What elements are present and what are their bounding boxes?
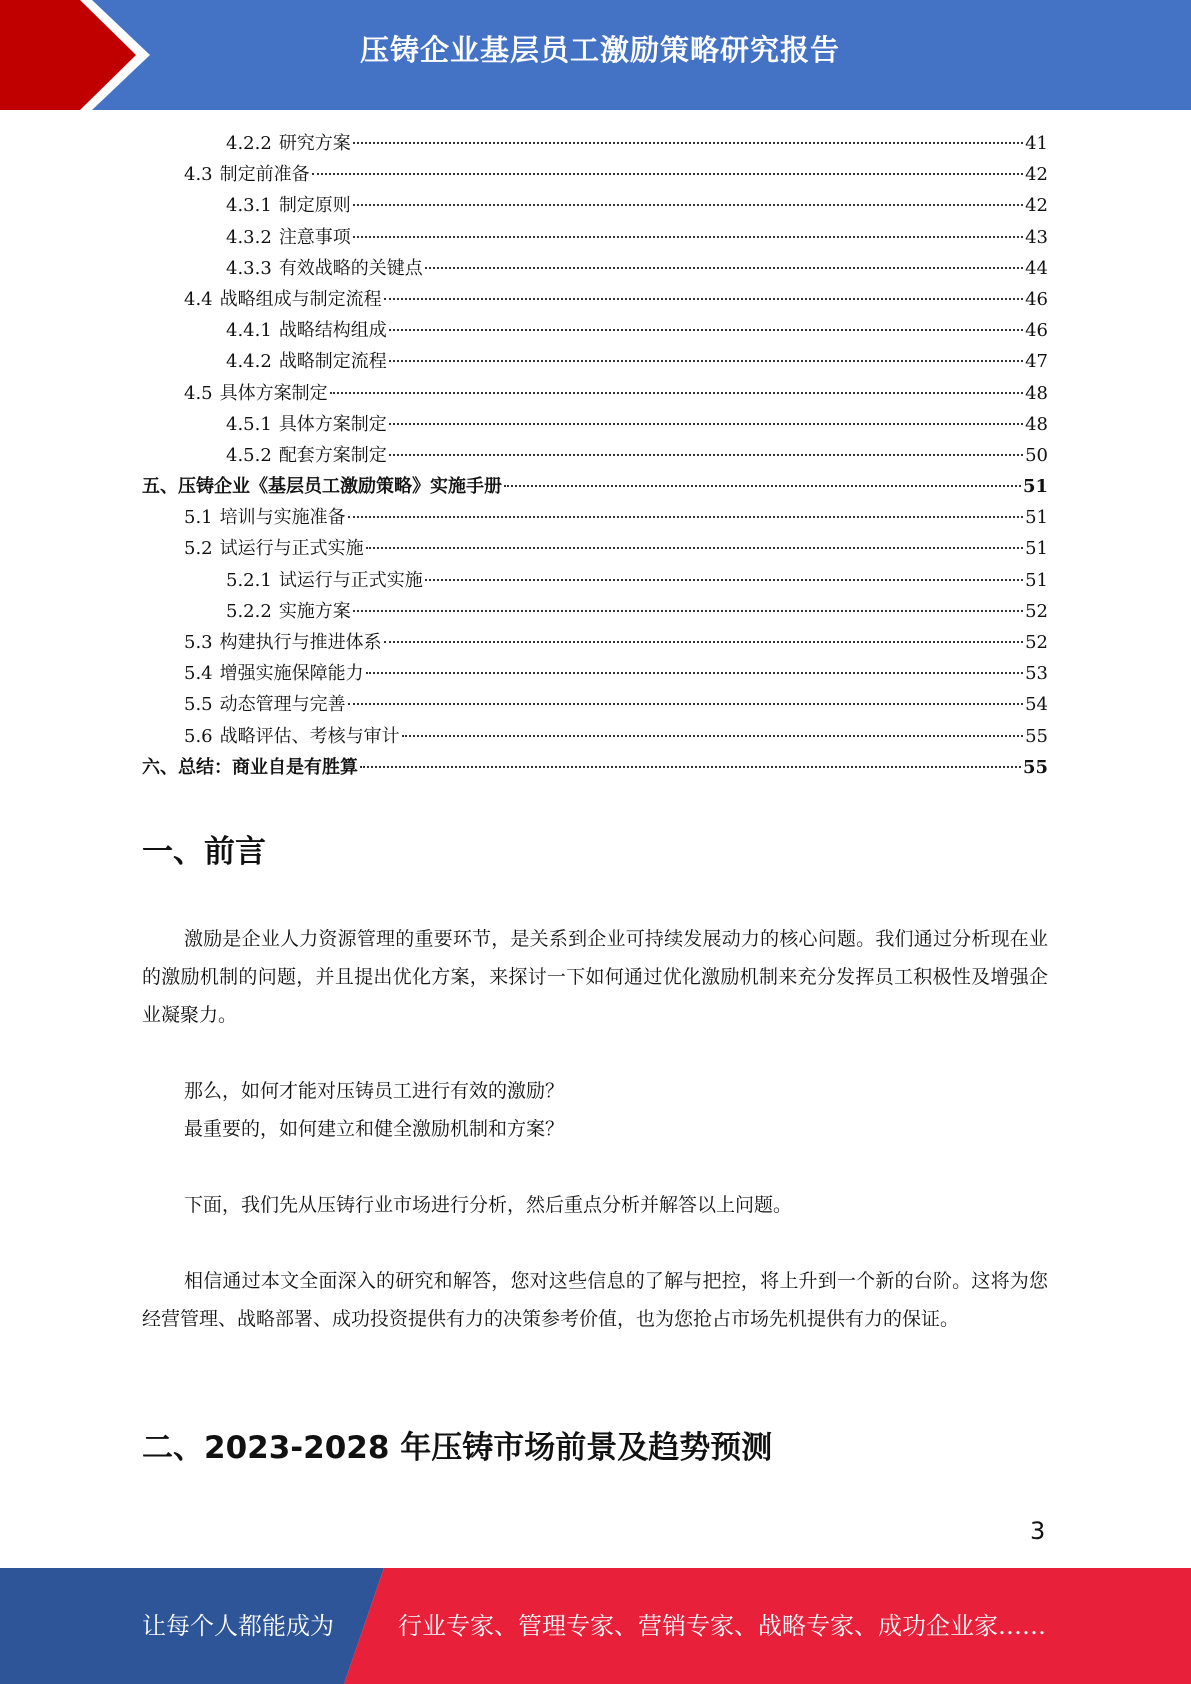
toc-entry-label <box>226 596 351 627</box>
page-header-band <box>0 0 1191 110</box>
toc-entry-page: 42 <box>1025 164 1048 186</box>
preface-paragraph-3: 相信通过本文全面深入的研究和解答，您对这些信息的了解与把控，将上升到一个新的台阶。这将为您经营管理、战略部署、成功投资提供有力的决策参考价值，也为您抢占市场先机提供有力的保证。 <box>142 1270 1048 1330</box>
toc-entry-label <box>226 190 351 221</box>
toc-dot-leader <box>348 516 1023 518</box>
toc-entry[interactable] <box>142 159 1048 190</box>
toc-entry-label <box>184 533 364 564</box>
page-number: 3 <box>1030 1517 1046 1545</box>
toc-entry-label <box>184 658 364 689</box>
toc-dot-leader <box>360 766 1021 768</box>
toc-entry-number: 4.5.2 <box>226 444 272 466</box>
toc-entry-title: 增强实施保障能力 <box>219 663 364 685</box>
table-of-contents <box>142 128 1048 783</box>
toc-entry-label <box>226 409 387 440</box>
report-title: 压铸企业基层员工激励策略研究报告 <box>360 33 841 67</box>
toc-entry-label <box>184 689 346 720</box>
preface-paragraph-2: 下面，我们先从压铸行业市场进行分析，然后重点分析并解答以上问题。 <box>184 1194 793 1216</box>
toc-entry-title: 培训与实施准备 <box>219 507 346 529</box>
toc-entry[interactable] <box>142 128 1048 159</box>
toc-entry-number: 5.6 <box>184 725 213 747</box>
toc-entry-page: 42 <box>1025 195 1048 217</box>
toc-entry-page: 51 <box>1022 476 1048 498</box>
toc-dot-leader <box>389 423 1023 425</box>
toc-entry-label <box>184 502 346 533</box>
toc-entry-title: 实施方案 <box>278 600 351 622</box>
toc-entry-number: 4.4.1 <box>226 320 272 342</box>
toc-entry-title: 动态管理与完善 <box>219 694 346 716</box>
toc-entry[interactable] <box>142 190 1048 221</box>
toc-entry-title: 制定前准备 <box>219 164 310 186</box>
toc-entry-page: 53 <box>1025 663 1048 685</box>
toc-dot-leader <box>353 610 1023 612</box>
toc-entry-page: 55 <box>1025 725 1048 747</box>
toc-entry-number: 4.3.3 <box>226 257 272 279</box>
footer-slogan-left: 让每个人都能成为 <box>142 1612 334 1640</box>
section-heading-market-forecast: 二、2023-2028 年压铸市场前景及趋势预测 <box>142 1430 773 1466</box>
toc-entry-title: 战略结构组成 <box>278 320 387 342</box>
toc-dot-leader <box>353 236 1023 238</box>
toc-entry-number: 4.3.2 <box>226 226 272 248</box>
toc-dot-leader <box>312 173 1023 175</box>
toc-entry-number: 5.2.1 <box>226 569 272 591</box>
toc-dot-leader <box>330 392 1023 394</box>
toc-entry-label <box>184 159 310 190</box>
toc-entry-number: 4.5 <box>184 382 213 404</box>
toc-entry-label <box>142 471 502 502</box>
toc-entry-number: 5.5 <box>184 694 213 716</box>
toc-entry-label <box>226 440 387 471</box>
toc-entry[interactable] <box>142 596 1048 627</box>
toc-entry[interactable] <box>142 315 1048 346</box>
toc-entry-label <box>226 346 387 377</box>
toc-entry-page: 46 <box>1025 288 1048 310</box>
toc-entry-page: 41 <box>1025 133 1048 154</box>
toc-entry-title: 试运行与正式实施 <box>278 569 423 591</box>
toc-entry-page: 46 <box>1025 320 1048 342</box>
toc-entry-page: 51 <box>1025 538 1048 560</box>
page-footer-band <box>0 1568 1191 1684</box>
toc-entry-number: 5.2 <box>184 538 213 560</box>
toc-entry-number: 4.4 <box>184 288 213 310</box>
toc-entry[interactable] <box>142 752 1048 783</box>
toc-entry-page: 52 <box>1025 632 1048 653</box>
toc-entry[interactable] <box>142 565 1048 596</box>
toc-dot-leader <box>353 142 1023 144</box>
toc-entry-page: 51 <box>1025 507 1048 529</box>
toc-entry-title: 制定原则 <box>278 195 351 217</box>
toc-entry-page: 44 <box>1025 257 1048 279</box>
toc-entry[interactable] <box>142 284 1048 315</box>
toc-entry[interactable] <box>142 471 1048 502</box>
toc-entry[interactable] <box>142 658 1048 689</box>
toc-entry-page: 55 <box>1022 756 1048 778</box>
toc-entry-label <box>184 627 382 658</box>
toc-entry-title: 六、总结：商业自是有胜算 <box>142 756 358 778</box>
section-heading-preface: 一、前言 <box>142 834 266 870</box>
toc-entry-label <box>184 378 328 409</box>
toc-dot-leader <box>366 547 1023 549</box>
toc-entry-title: 注意事项 <box>278 226 351 248</box>
toc-dot-leader <box>425 579 1023 581</box>
toc-entry-page: 54 <box>1025 694 1048 716</box>
toc-entry[interactable] <box>142 440 1048 471</box>
toc-entry-page: 48 <box>1025 382 1048 404</box>
toc-entry-page: 47 <box>1025 351 1048 373</box>
toc-dot-leader <box>384 298 1023 300</box>
toc-entry-label <box>142 752 358 783</box>
toc-entry[interactable] <box>142 533 1048 564</box>
toc-entry-number: 5.1 <box>184 507 213 529</box>
toc-entry-number: 5.4 <box>184 663 213 685</box>
toc-entry-title: 战略评估、考核与审计 <box>219 725 400 747</box>
toc-entry-label <box>226 315 387 346</box>
toc-entry-title: 研究方案 <box>278 133 351 154</box>
footer-slogan-right: 行业专家、管理专家、营销专家、战略专家、成功企业家…… <box>398 1612 1046 1640</box>
toc-entry[interactable] <box>142 346 1048 377</box>
toc-entry-title: 战略制定流程 <box>278 351 387 373</box>
toc-dot-leader <box>425 267 1023 269</box>
toc-entry[interactable] <box>142 378 1048 409</box>
toc-entry-number: 5.2.2 <box>226 600 272 622</box>
toc-dot-leader <box>384 641 1023 643</box>
toc-dot-leader <box>366 672 1023 674</box>
toc-entry-number: 5.3 <box>184 632 213 653</box>
toc-entry[interactable] <box>142 689 1048 720</box>
toc-entry[interactable] <box>142 253 1048 284</box>
preface-paragraph-1: 激励是企业人力资源管理的重要环节，是关系到企业可持续发展动力的核心问题。我们通过分析现在业的激励机制的问题，并且提出优化方案，来探讨一下如何通过优化激励机制来充分发挥员工积极性及增强企业凝聚力。 <box>142 928 1048 1026</box>
toc-entry[interactable] <box>142 627 1048 658</box>
toc-entry-label <box>226 253 423 284</box>
preface-question-2: 最重要的，如何建立和健全激励机制和方案？ <box>184 1118 565 1140</box>
toc-entry-title: 具体方案制定 <box>219 382 328 404</box>
toc-entry-label <box>226 222 351 253</box>
toc-entry-page: 48 <box>1025 413 1048 435</box>
toc-entry-title: 有效战略的关键点 <box>278 257 423 279</box>
toc-dot-leader <box>389 329 1023 331</box>
toc-entry-number: 4.2.2 <box>226 133 272 154</box>
toc-entry-page: 43 <box>1025 226 1048 248</box>
toc-entry-page: 51 <box>1025 569 1048 591</box>
toc-entry-label <box>184 721 400 752</box>
toc-dot-leader <box>389 454 1023 456</box>
toc-entry-title: 构建执行与推进体系 <box>219 632 382 653</box>
toc-entry[interactable] <box>142 502 1048 533</box>
preface-question-1: 那么，如何才能对压铸员工进行有效的激励？ <box>184 1080 565 1102</box>
toc-dot-leader <box>504 485 1021 487</box>
toc-entry-title: 具体方案制定 <box>278 413 387 435</box>
toc-dot-leader <box>402 735 1023 737</box>
toc-entry-title: 五、压铸企业《基层员工激励策略》实施手册 <box>142 476 502 498</box>
toc-entry-label <box>226 128 351 159</box>
toc-entry-number: 4.3 <box>184 164 213 186</box>
toc-entry-page: 52 <box>1025 600 1048 622</box>
toc-entry[interactable] <box>142 222 1048 253</box>
toc-entry-title: 配套方案制定 <box>278 444 387 466</box>
toc-entry[interactable] <box>142 409 1048 440</box>
toc-entry-number: 4.3.1 <box>226 195 272 217</box>
toc-entry-number: 4.4.2 <box>226 351 272 373</box>
toc-entry-title: 试运行与正式实施 <box>219 538 364 560</box>
toc-entry-number: 4.5.1 <box>226 413 272 435</box>
toc-entry-page: 50 <box>1025 444 1048 466</box>
toc-dot-leader <box>348 703 1023 705</box>
toc-dot-leader <box>389 360 1023 362</box>
toc-entry-label <box>184 284 382 315</box>
toc-entry-title: 战略组成与制定流程 <box>219 288 382 310</box>
toc-entry[interactable] <box>142 721 1048 752</box>
toc-entry-label <box>226 565 423 596</box>
toc-dot-leader <box>353 204 1023 206</box>
